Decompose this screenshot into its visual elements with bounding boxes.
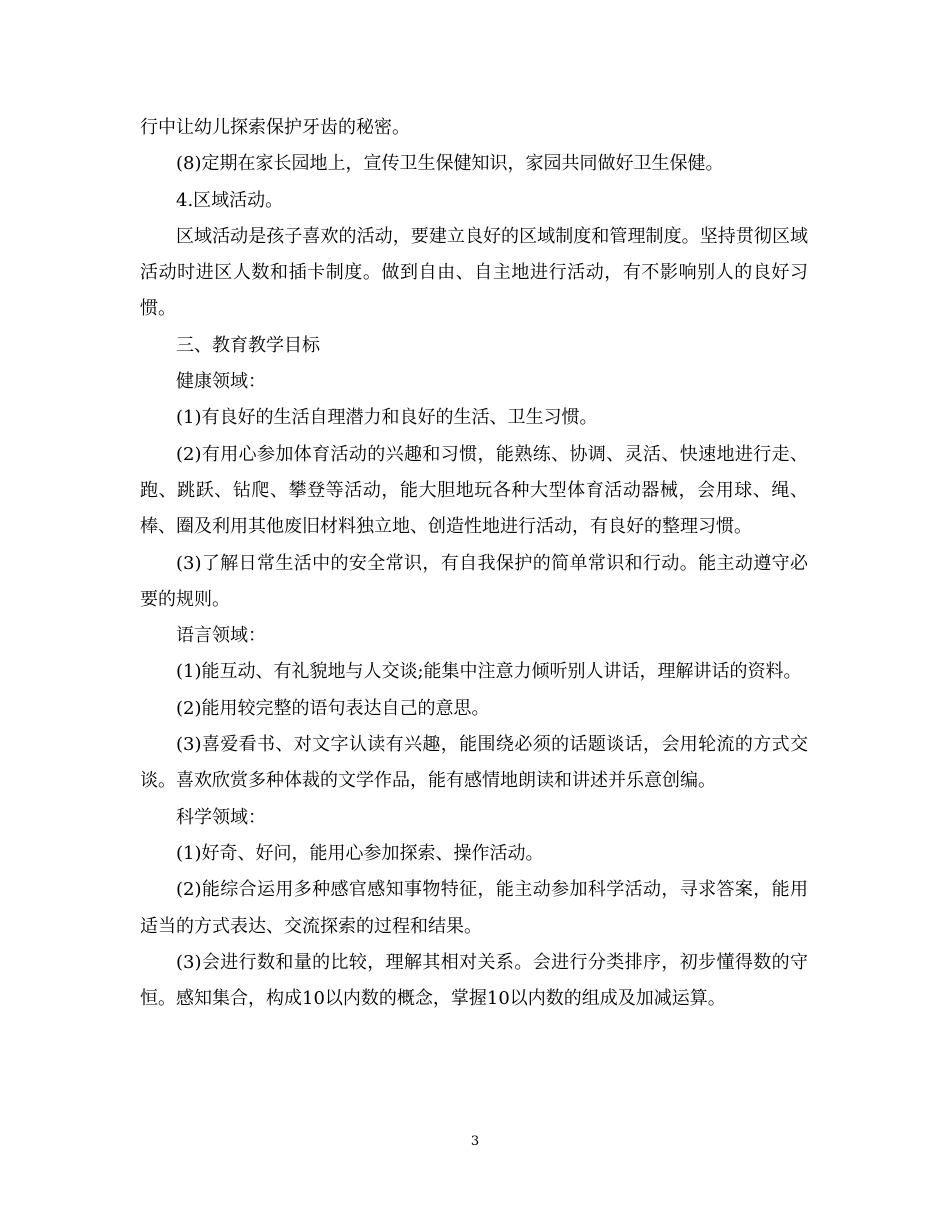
paragraph: (8)定期在家长园地上，宣传卫生保健知识，家园共同做好卫生保健。 <box>176 153 724 175</box>
list-item: (2)能用较完整的语句表达自己的意思。 <box>176 697 490 719</box>
list-item: (3)会进行数和量的比较，理解其相对关系。会进行分类排序，初步懂得数的守恒。感知集合，构成10以内数的概念，掌握10以内数的组成及加减运算。 <box>140 951 808 1010</box>
subsection-heading: 科学领域： <box>176 806 266 828</box>
list-item: (2)有用心参加体育活动的兴趣和习惯，能熟练、协调、灵活、快速地进行走、跑、跳跃、钻爬、攀登等活动，能大胆地玩各种大型体育活动器械，会用球、绳、棒、圈及利用其他废旧材料独立地、创造性地进行活动，有良好的整理习惯。 <box>140 443 808 538</box>
list-item: (2)能综合运用多种感官感知事物特征，能主动参加科学活动，寻求答案，能用适当的方式表达、交流探索的过程和结果。 <box>140 879 808 937</box>
paragraph: 行中让幼儿探索保护牙齿的秘密。 <box>140 117 410 138</box>
list-item: (3)喜爱看书、对文字认读有兴趣，能围绕必须的话题谈话，会用轮流的方式交谈。喜欢欣赏多种体裁的文学作品，能有感情地朗读和讲述并乐意创编。 <box>140 734 808 792</box>
subsection-heading: 健康领域： <box>176 371 266 393</box>
list-item: (1)有良好的生活自理潜力和良好的生活、卫生习惯。 <box>176 407 598 429</box>
paragraph: 区域活动是孩子喜欢的活动，要建立良好的区域制度和管理制度。坚持贯彻区域活动时进区人数和插卡制度。做到自由、自主地进行活动，有不影响别人的良好习惯。 <box>140 225 808 320</box>
subsection-heading: 语言领域： <box>176 625 266 647</box>
section-heading: 三、教育教学目标 <box>176 334 320 356</box>
list-item: (3)了解日常生活中的安全常识，有自我保护的简单常识和行动。能主动遵守必要的规则。 <box>140 552 808 610</box>
document-body <box>140 110 808 1017</box>
page-number: 3 <box>470 1134 480 1149</box>
section-heading: 4.区域活动。 <box>176 189 284 211</box>
list-item: (1)能互动、有礼貌地与人交谈;能集中注意力倾听别人讲话，理解讲话的资料。 <box>176 661 802 683</box>
list-item: (1)好奇、好问，能用心参加探索、操作活动。 <box>176 842 544 864</box>
